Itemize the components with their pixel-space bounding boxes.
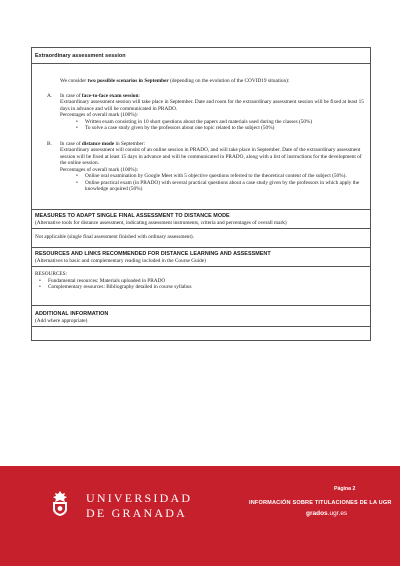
titulaciones-info: INFORMACIÓN SOBRE TITULACIONES DE LA UGR bbox=[249, 500, 392, 506]
scenario-a bbox=[36, 93, 366, 132]
scenario-a-desc: Extraordinary assessment session will take place in September. Date and room for the extraordinary assessment session will be fixed at least 15 days in advance and will be communicated in PRADO. bbox=[60, 99, 364, 112]
resources-bullets bbox=[35, 278, 367, 291]
scenario-b-letter: B. bbox=[47, 140, 52, 147]
page-footer bbox=[0, 466, 400, 566]
additional-body bbox=[32, 326, 370, 340]
extraordinary-title: Extraordinary assessment session bbox=[35, 53, 126, 59]
additional-subtitle: (Add where appropriate) bbox=[35, 317, 88, 324]
extraordinary-section bbox=[32, 48, 370, 210]
measures-section bbox=[32, 210, 370, 248]
scenario-a-lead-pre: In case of bbox=[60, 92, 82, 99]
list-item: • Complementary resources: Bibliography detailed in course syllabus bbox=[39, 284, 367, 291]
measures-title: MEASURES TO ADAPT SINGLE FINAL ASSESSMENT TO DISTANCE MODE bbox=[35, 212, 230, 219]
scenario-b-lead-bold: distance mode bbox=[81, 140, 115, 147]
list-item: • To solve a case study given by the professors about one topic related to the subject (50%) bbox=[76, 125, 366, 132]
university-name-line1: UNIVERSIDAD bbox=[86, 491, 193, 505]
measures-note: Not applicable (single final assessment finished with ordinary assessment). bbox=[32, 228, 370, 247]
scenario-b-lead-post: in September: bbox=[114, 140, 146, 147]
intro-post: (depending on the evolution of the COVID19 situation): bbox=[168, 78, 290, 84]
page-number: Página 2 bbox=[334, 486, 356, 492]
scenario-b-marks: Percentages of overall mark (100%): bbox=[60, 166, 138, 173]
university-crest-icon bbox=[48, 490, 72, 517]
extraordinary-intro bbox=[36, 78, 366, 85]
extraordinary-body bbox=[32, 63, 370, 209]
list-item: • Online practical exam (in PRADO) with several practical questions about a case study given by the professors in which apply the knowledge acquired (50%) bbox=[76, 180, 366, 193]
site-bold: grados bbox=[306, 510, 328, 517]
scenario-a-marks: Percentages of overall mark (100%): bbox=[60, 112, 138, 118]
list-item: • Fundamental resources: Materials uploaded in PRADO bbox=[39, 278, 367, 285]
scenario-a-bullets bbox=[60, 119, 366, 132]
resources-subtitle: (Alternatives to basic and complementary reading included in the Course Guide) bbox=[35, 257, 206, 264]
scenario-a-letter: A. bbox=[47, 92, 53, 99]
resources-section bbox=[32, 248, 370, 306]
scenario-a-lead-bold: face-to-face exam session bbox=[81, 92, 139, 99]
resources-title: RESOURCES AND LINKS RECOMMENDED FOR DISTANCE LEARNING AND ASSESSMENT bbox=[35, 250, 271, 257]
resources-body bbox=[32, 266, 370, 305]
scenario-b-lead-pre: In case of bbox=[60, 140, 82, 147]
university-name-line2: DE GRANADA bbox=[86, 506, 187, 520]
scenario-b-desc: Extraordinary assessment will consist of an online session in PRADO, and will take place in September. Date of the extraordinary assessment session will be fixed at least 15 days in advance and will be communicated in PRADO, along with a list of instructions for the development of the online session. bbox=[60, 147, 362, 166]
site-rest: .ugr.es bbox=[327, 510, 348, 517]
assessment-table bbox=[31, 47, 371, 341]
scenario-a-lead-post: : bbox=[138, 92, 140, 99]
additional-section bbox=[32, 306, 370, 341]
list-item: • Written exam consisting in 10 short questions about the papers and materials used during the classes (50%) bbox=[76, 119, 366, 126]
intro-bold: two possible scenarios in September bbox=[87, 78, 169, 84]
list-item: • Online oral examination by Google Meet with 5 objective questions referred to the theoretical content of the subject (50%). bbox=[76, 173, 366, 180]
site-link[interactable] bbox=[306, 510, 347, 517]
scenario-b bbox=[36, 141, 366, 193]
scenario-b-bullets bbox=[60, 173, 366, 193]
intro-pre: We consider bbox=[60, 78, 88, 84]
resources-label: RESOURCES: bbox=[35, 271, 68, 278]
measures-subtitle: (Alternative tools for distance assessment, indicating assessment instruments, criteria and percentages of overall mark) bbox=[35, 219, 287, 226]
additional-title: ADDITIONAL INFORMATION bbox=[35, 310, 109, 317]
